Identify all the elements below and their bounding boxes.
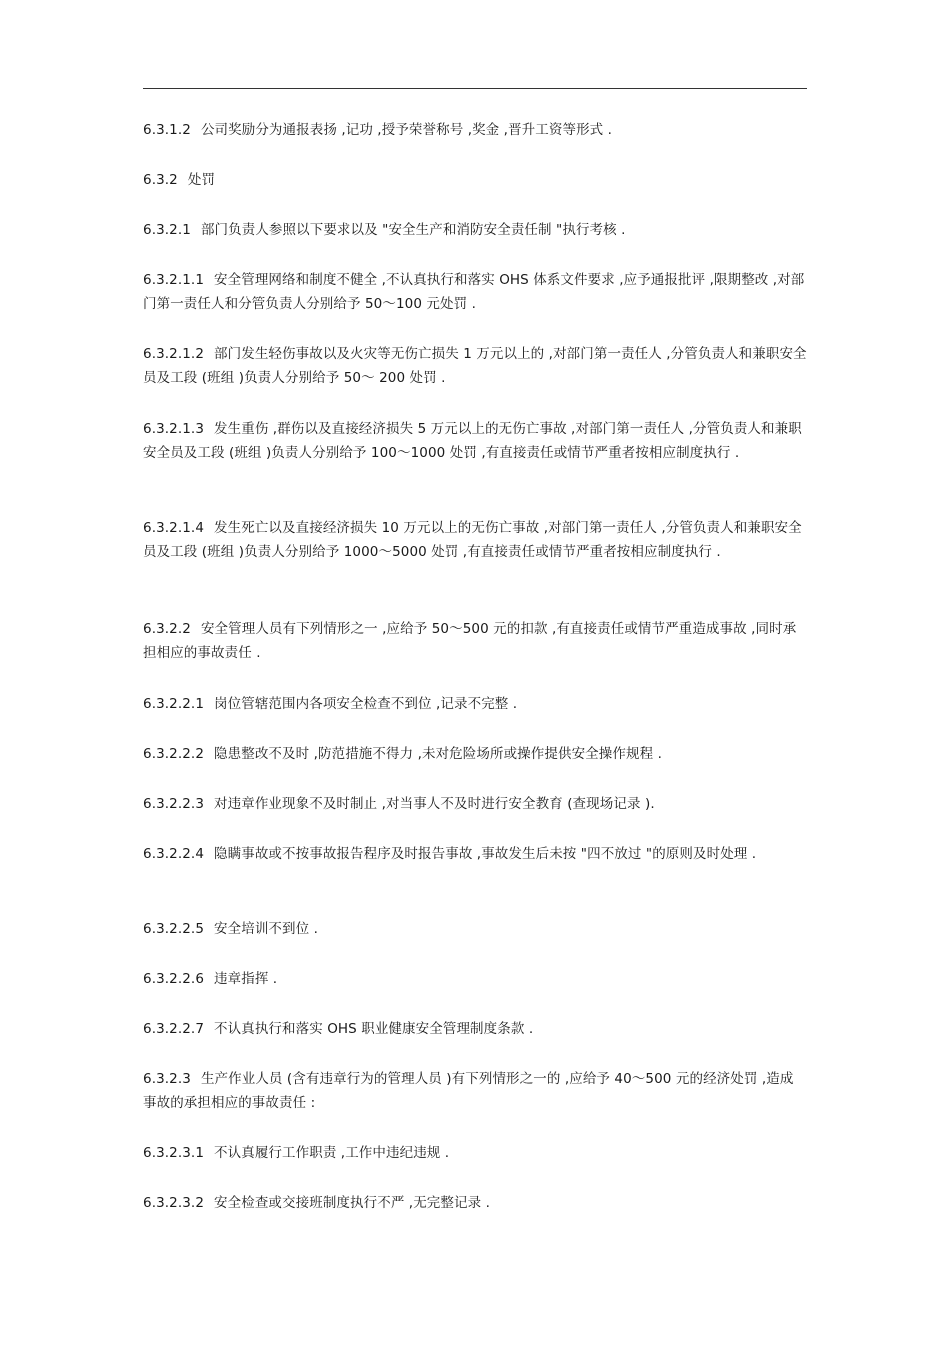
paragraph-text: 违章指挥 . xyxy=(214,971,278,987)
paragraph-number: 6.3.2.1.4 xyxy=(143,520,205,536)
paragraph-6-3-2-2 xyxy=(143,617,807,665)
paragraph-text: 岗位管辖范围内各项安全检查不到位 ,记录不完整 . xyxy=(214,696,518,712)
paragraph-text: 隐患整改不及时 ,防范措施不得力 ,未对危险场所或操作提供安全操作规程 . xyxy=(214,746,662,762)
paragraph-number: 6.3.2.2 xyxy=(143,621,191,637)
paragraph-text: 不认真履行工作职责 ,工作中违纪违规 . xyxy=(214,1145,450,1161)
paragraph-number: 6.3.2.2.2 xyxy=(143,746,205,762)
paragraph-text: 生产作业人员 (含有违章行为的管理人员 )有下列情形之一的 ,应给予 40～500 元的经济处罚 ,造成事故的承担相应的事故责任 : xyxy=(143,1071,794,1111)
header-rule xyxy=(143,88,807,89)
paragraph-number: 6.3.2.1.3 xyxy=(143,421,205,437)
paragraph-text: 部门负责人参照以下要求以及 "安全生产和消防安全责任制 "执行考核 . xyxy=(200,222,626,238)
paragraph-text: 不认真执行和落实 OHS 职业健康安全管理制度条款 . xyxy=(214,1021,534,1037)
paragraph-text: 发生死亡以及直接经济损失 10 万元以上的无伤亡事故 ,对部门第一责任人 ,分管负责人和兼职安全员及工段 (班组 )负责人分别给予 1000～5000 处罚 ,有直接责任或情节严重者按相应制度执行 . xyxy=(143,520,802,560)
paragraph-number: 6.3.2.2.5 xyxy=(143,921,205,937)
paragraph-6-3-2-2-1 xyxy=(143,692,807,716)
paragraph-6-3-2 xyxy=(143,168,807,192)
paragraph-text: 隐瞒事故或不按事故报告程序及时报告事故 ,事故发生后未按 "四不放过 "的原则及时处理 . xyxy=(214,846,757,862)
paragraph-6-3-2-3-2 xyxy=(143,1191,807,1215)
paragraph-number: 6.3.1.2 xyxy=(143,122,191,138)
paragraph-6-3-2-2-7 xyxy=(143,1017,807,1041)
paragraph-text: 安全管理人员有下列情形之一 ,应给予 50～500 元的扣款 ,有直接责任或情节严重造成事故 ,同时承担相应的事故责任 . xyxy=(143,621,797,661)
paragraph-6-3-2-2-5 xyxy=(143,917,807,941)
paragraph-6-3-2-1-3 xyxy=(143,417,807,465)
paragraph-6-3-2-2-2 xyxy=(143,742,807,766)
paragraph-number: 6.3.2.2.7 xyxy=(143,1021,205,1037)
paragraph-number: 6.3.2.2.4 xyxy=(143,846,205,862)
paragraph-number: 6.3.2 xyxy=(143,172,178,188)
paragraph-text: 安全检查或交接班制度执行不严 ,无完整记录 . xyxy=(214,1195,490,1211)
paragraph-6-3-1-2 xyxy=(143,118,807,142)
paragraph-text: 公司奖励分为通报表扬 ,记功 ,授予荣誉称号 ,奖金 ,晋升工资等形式 . xyxy=(200,122,613,138)
paragraph-text: 处罚 xyxy=(187,172,216,188)
paragraph-number: 6.3.2.2.6 xyxy=(143,971,205,987)
paragraph-6-3-2-3-1 xyxy=(143,1141,807,1165)
paragraph-number: 6.3.2.2.3 xyxy=(143,796,205,812)
paragraph-text: 对违章作业现象不及时制止 ,对当事人不及时进行安全教育 (查现场记录 ). xyxy=(214,796,655,812)
paragraph-6-3-2-1-1 xyxy=(143,268,807,316)
paragraph-6-3-2-2-4 xyxy=(143,842,807,866)
paragraph-text: 安全管理网络和制度不健全 ,不认真执行和落实 OHS 体系文件要求 ,应予通报批评 ,限期整改 ,对部门第一责任人和分管负责人分别给予 50～100 元处罚 . xyxy=(143,272,805,312)
paragraph-text: 部门发生轻伤事故以及火灾等无伤亡损失 1 万元以上的 ,对部门第一责任人 ,分管负责人和兼职安全员及工段 (班组 )负责人分别给予 50～ 200 处罚 . xyxy=(143,346,807,386)
paragraph-number: 6.3.2.3.2 xyxy=(143,1195,205,1211)
paragraph-number: 6.3.2.2.1 xyxy=(143,696,205,712)
paragraph-6-3-2-1-4 xyxy=(143,516,807,564)
paragraph-6-3-2-1 xyxy=(143,218,807,242)
paragraph-number: 6.3.2.1.1 xyxy=(143,272,205,288)
paragraph-number: 6.3.2.3 xyxy=(143,1071,191,1087)
paragraph-number: 6.3.2.1 xyxy=(143,222,191,238)
paragraph-text: 发生重伤 ,群伤以及直接经济损失 5 万元以上的无伤亡事故 ,对部门第一责任人 ,分管负责人和兼职安全员及工段 (班组 )负责人分别给予 100～1000 处罚 ,有直接责任或情节严重者按相应制度执行 . xyxy=(143,421,802,461)
paragraph-6-3-2-2-3 xyxy=(143,792,807,816)
paragraph-number: 6.3.2.1.2 xyxy=(143,346,205,362)
paragraph-number: 6.3.2.3.1 xyxy=(143,1145,205,1161)
paragraph-text: 安全培训不到位 . xyxy=(214,921,318,937)
paragraph-6-3-2-3 xyxy=(143,1067,807,1115)
paragraph-6-3-2-2-6 xyxy=(143,967,807,991)
paragraph-6-3-2-1-2 xyxy=(143,342,807,390)
